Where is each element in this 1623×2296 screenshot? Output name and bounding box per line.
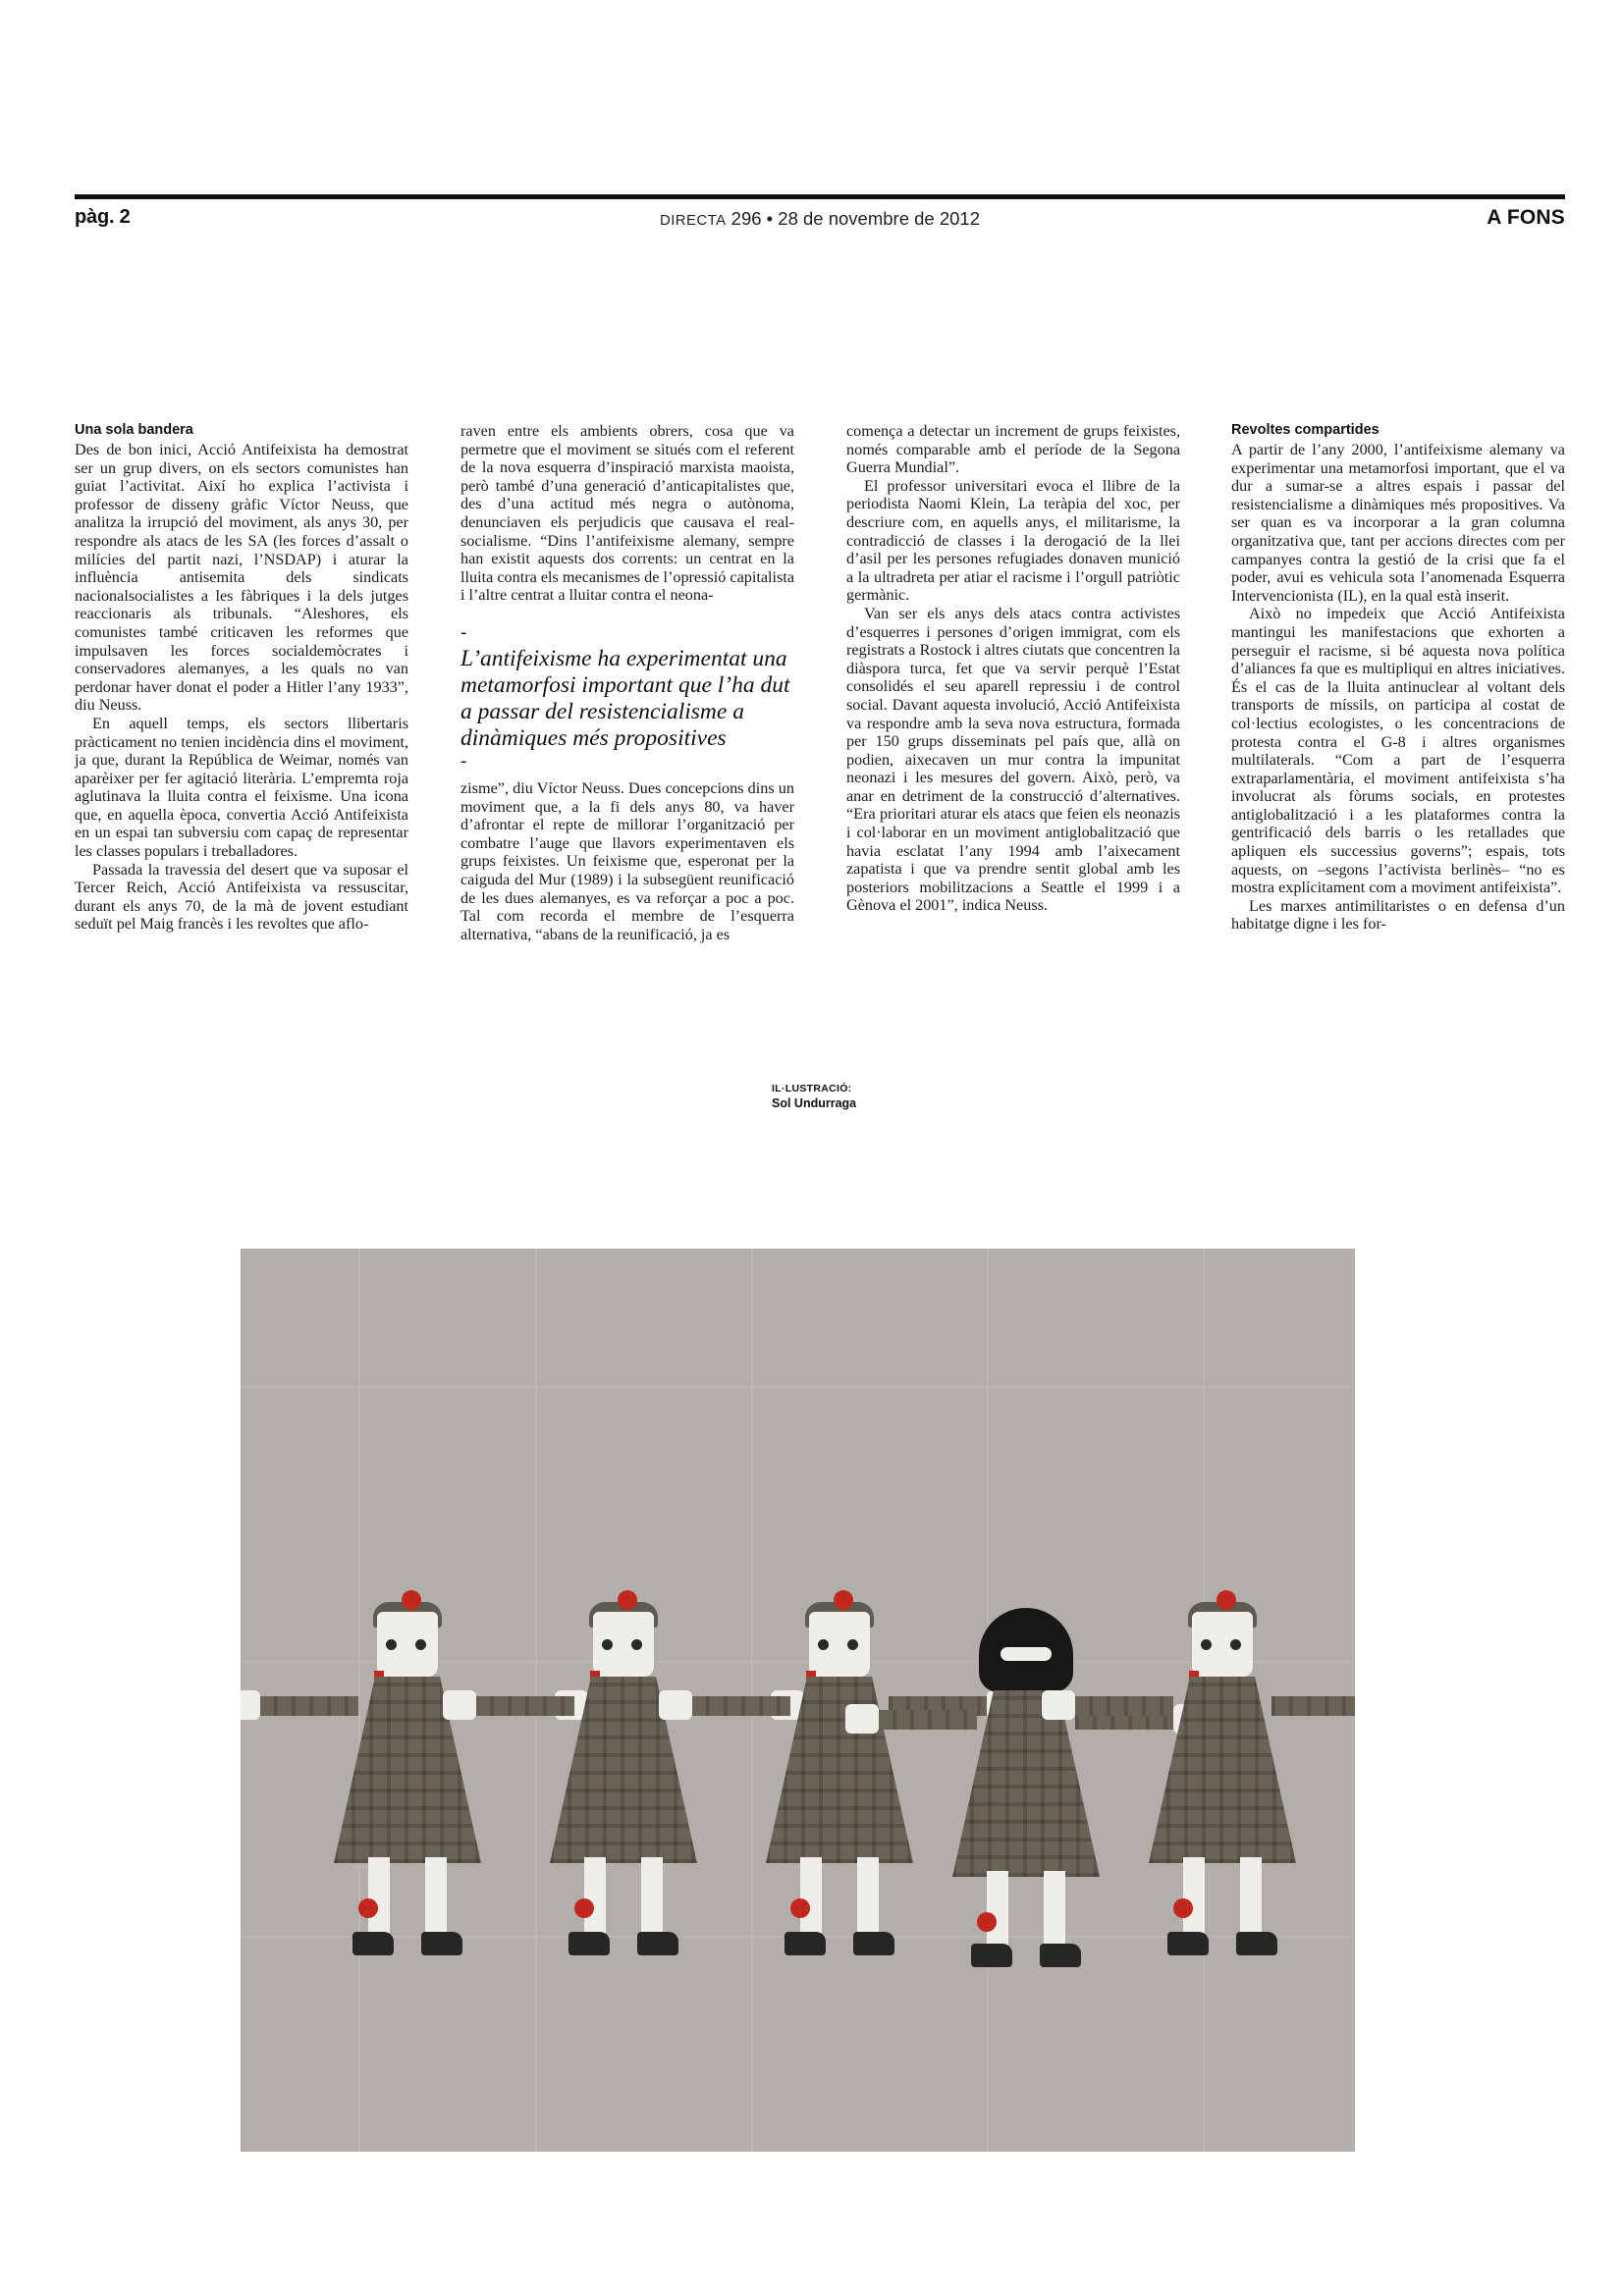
illustration-image (241, 1249, 1355, 2152)
pompom-icon (834, 1590, 853, 1610)
illustration-figure (1124, 1612, 1321, 2024)
figure-shoe-right (637, 1932, 678, 1955)
eye-icon (631, 1639, 642, 1650)
pull-quote-dash-bottom: - (460, 750, 467, 772)
pompom-icon (618, 1590, 637, 1610)
pompom-icon (402, 1590, 421, 1610)
figure-arm-left (875, 1710, 977, 1730)
figure-leg-right (425, 1857, 447, 1936)
red-dot (1173, 1898, 1193, 1918)
figure-leg-right (1044, 1871, 1065, 1949)
page-number-label: pàg. 2 (75, 206, 131, 228)
section-label: A FONS (1487, 206, 1565, 229)
article-column-1 (75, 422, 408, 934)
paragraph: En aquell temps, els sectors llibertaris pràcticament no tenien incidència dins el moviment, ja que, durant la República de Weimar, només van aparèixer per fer agitació literària. L’empremta roja aglutinava la lluita contra el feixisme. Una icona que, en aquella època, convertia Acció Antifeixista en un espai tan subversiu com capaç de representar les classes populars i treballadores. (75, 714, 408, 861)
figure-shoe-right (421, 1932, 462, 1955)
page-header (75, 206, 1565, 245)
header-rule (75, 194, 1565, 199)
eye-icon (415, 1639, 426, 1650)
publication-name: DIRECTA (659, 212, 727, 229)
red-dot (977, 1912, 997, 1932)
illustration-figures (241, 1249, 1355, 2152)
column1-kicker: Una sola bandera (75, 422, 193, 438)
figure-arm-left (472, 1696, 574, 1716)
figure-hand-left (659, 1690, 692, 1720)
figure-shoe-left (971, 1944, 1012, 1967)
figure-leg-left (584, 1857, 606, 1936)
paragraph: Van ser els anys dels atacs contra activistes d’esquerres i persones d’origen immigrat, com els registrats a Rostock i altres ciutats que concentren la diàspora turca, fet que va servir perquè l’Estat consolidés el seu aparell repressiu i de control social. Davant aquesta involució, Acció Antifeixista va respondre amb la seva nova estructura, formada per 150 grups disseminats pel país que, allà on podien, aixecaven un mur contra la impunitat neonazi i les mesures del govern. Això, però, va anar en detriment de la construcció d’alternatives. “Era prioritari aturar els atacs que feien els neonazis i col·laborar en un moviment antiglobalització que havia esclatat l’any 1994 amb l’aixecament zapatista i que va prendre sentit global amb les posteriors mobilitzacions a Seattle el 1999 i a Gènova el 2001”, indica Neuss. (846, 604, 1180, 915)
figure-shoe-left (568, 1932, 610, 1955)
eye-icon (1201, 1639, 1212, 1650)
paragraph: zisme”, diu Víctor Neuss. Dues concepcions dins un moviment que, a la fi dels anys 80, va haver d’afrontar el repte de millorar l’organització per combatre l’auge que llavors experimentaven els grups feixistes. Un feixisme que, esperonat per la caiguda del Mur (1989) i la subsegüent reunificació de les dues alemanyes, es va reforçar a poc a poc. Tal com recorda el membre de l’esquerra alternativa, “abans de la reunificació, ja es (460, 778, 794, 943)
eye-icon (1230, 1639, 1241, 1650)
paragraph: Les marxes antimilitaristes o en defensa d’un habitatge digne i les for- (1231, 896, 1565, 934)
article-column-2 (460, 422, 794, 943)
paragraph: El professor universitari evoca el llibre de la periodista Naomi Klein, La teràpia del xoc, per descriure com, en aquells anys, el militarisme, la contradicció de classes i la derogació de la llei d’asil per les persones refugiades donaven munició a la ultradreta per atiar el racisme i l’orgull patriòtic germànic. (846, 476, 1180, 605)
figure-leg-left (368, 1857, 390, 1936)
paragraph: raven entre els ambients obrers, cosa que va permetre que el moviment se situés com el referent de la nova esquerra d’inspiració marxista maoista, però també d’una generació d’anticapitalistes que, des d’una actitud més negra o autònoma, denunciaven els perjudicis que causava el real-socialisme. “Dins l’antifeixisme alemany, sempre han existit aquests dos corrents: un centrat en la lluita contra els mecanismes de l’opressió capitalista i l’altre centrat a lluitar contra el neona- (460, 422, 794, 605)
figure-shoe-right (1040, 1944, 1081, 1967)
eye-icon (847, 1639, 858, 1650)
figure-shoe-left (352, 1932, 394, 1955)
figure-leg-right (1240, 1857, 1262, 1936)
column4-kicker: Revoltes compartides (1231, 422, 1380, 438)
red-dot (790, 1898, 810, 1918)
article-column-4 (1231, 422, 1565, 934)
figure-hand-left (443, 1690, 476, 1720)
pull-quote-dash-top: - (460, 621, 467, 643)
pull-quote-text: L’antifeixisme ha experimentat una metamorfosi important que l’ha dut a passar del resistencialisme a dinàmiques més propositives (460, 645, 790, 751)
illustration-figure (741, 1612, 938, 2024)
figure-leg-right (641, 1857, 663, 1936)
illustration-credit (772, 1082, 890, 1111)
figure-leg-left (800, 1857, 822, 1936)
figure-head (1192, 1612, 1253, 1677)
pompom-icon (1217, 1590, 1236, 1610)
eye-icon (386, 1639, 397, 1650)
illustration-figure (309, 1612, 506, 2024)
paragraph: Això no impedeix que Acció Antifeixista mantingui les manifestacions que exhorten a perseguir el racisme, si bé aquesta nova política d’aliances fa que es multipliqui en altres iniciatives. És el cas de la lluita antinuclear al voltant dels transports de míssils, on participa al costat de col·lectius ecologistes, o les concentracions de protesta contra el G-8 i altres organismes multilaterals. “Com a part de l’esquerra extraparlamentària, el moviment antifeixista s’ha involucrat als fòrums socials, en protestes antiglobalització i a les plataformes contra la gentrificació dels barris o les retallades que apliquen els successius governs”; espais, tots aquests, on –segons l’activista berlinès– “no es mostra explícitament com a moviment antifeixista”. (1231, 605, 1565, 897)
paragraph: A partir de l’any 2000, l’antifeixisme alemany va experimentar una metamorfosi important, que el va dur a sumar-se a altres espais i passar del resistencialisme a dinàmiques més propositives. Va ser quan es va incorporar a la gran columna organitzativa que, tant per accions directes com per campanyes contra la gestió de la crisi que fa el poder, avui es vehicula sota l’anomenada Esquerra Intervencionista (IL), en la qual està inserit. (1231, 441, 1565, 605)
figure-head (377, 1612, 438, 1677)
issue-info (75, 208, 1565, 230)
figure-arm-left (1071, 1696, 1173, 1716)
illustration-credit-label: IL·LUSTRACIÓ: (772, 1083, 852, 1095)
figure-arm-right (1271, 1696, 1355, 1716)
illustration-credit-name: Sol Undurraga (772, 1096, 857, 1110)
article-column-3 (846, 422, 1180, 915)
figure-shoe-right (1236, 1932, 1277, 1955)
figure-hand-left (1042, 1690, 1075, 1720)
figure-leg-left (987, 1871, 1008, 1949)
illustration-figure (525, 1612, 722, 2024)
figure-shoe-left (1167, 1932, 1209, 1955)
figure-shoe-left (784, 1932, 826, 1955)
red-dot (358, 1898, 378, 1918)
figure-leg-right (857, 1857, 879, 1936)
balaclava-slit (1001, 1647, 1052, 1661)
figure-head (593, 1612, 654, 1677)
figure-head (809, 1612, 870, 1677)
issue-line: 296 • 28 de novembre de 2012 (730, 208, 980, 229)
figure-arm-left (256, 1696, 358, 1716)
paragraph: Des de bon inici, Acció Antifeixista ha demostrat ser un grup divers, on els sectors comunistes han guiat l’activitat. Així ho explica l’activista i professor de disseny gràfic Víctor Neuss, que analitza la irrupció del moviment, als anys 30, per respondre als atacs de les SA (les forces d’assalt o milícies del partit nazi, l’NSDAP) i aturar la influència antisemita dels sindicats nacionalsocialistes a les fàbriques i la dels jutges reaccionaris als tribunals. “Aleshores, els comunistes també criticaven les reformes que impulsaven les forces socialdemòcrates i conservadores alemanyes, a les quals no van perdonar haver donat el poder a Hitler l’any 1933”, diu Neuss. (75, 441, 408, 715)
paragraph: comença a detectar un increment de grups feixistes, només comparable amb el període de la Segona Guerra Mundial”. (846, 422, 1180, 477)
illustration-figure-masked (928, 1612, 1124, 2024)
figure-shoe-right (853, 1932, 894, 1955)
figure-arm-left (688, 1696, 790, 1716)
eye-icon (602, 1639, 613, 1650)
figure-leg-left (1183, 1857, 1205, 1936)
eye-icon (818, 1639, 829, 1650)
balaclava-icon (979, 1608, 1073, 1692)
red-dot (574, 1898, 594, 1918)
pull-quote (460, 621, 794, 772)
paragraph: Passada la travessia del desert que va suposar el Tercer Reich, Acció Antifeixista va ressuscitar, durant els anys 70, de la mà de jovent estudiant seduït pel Maig francès i les revoltes que aflo- (75, 860, 408, 934)
figure-hand-left (241, 1690, 260, 1720)
figure-hand-left (845, 1704, 879, 1734)
